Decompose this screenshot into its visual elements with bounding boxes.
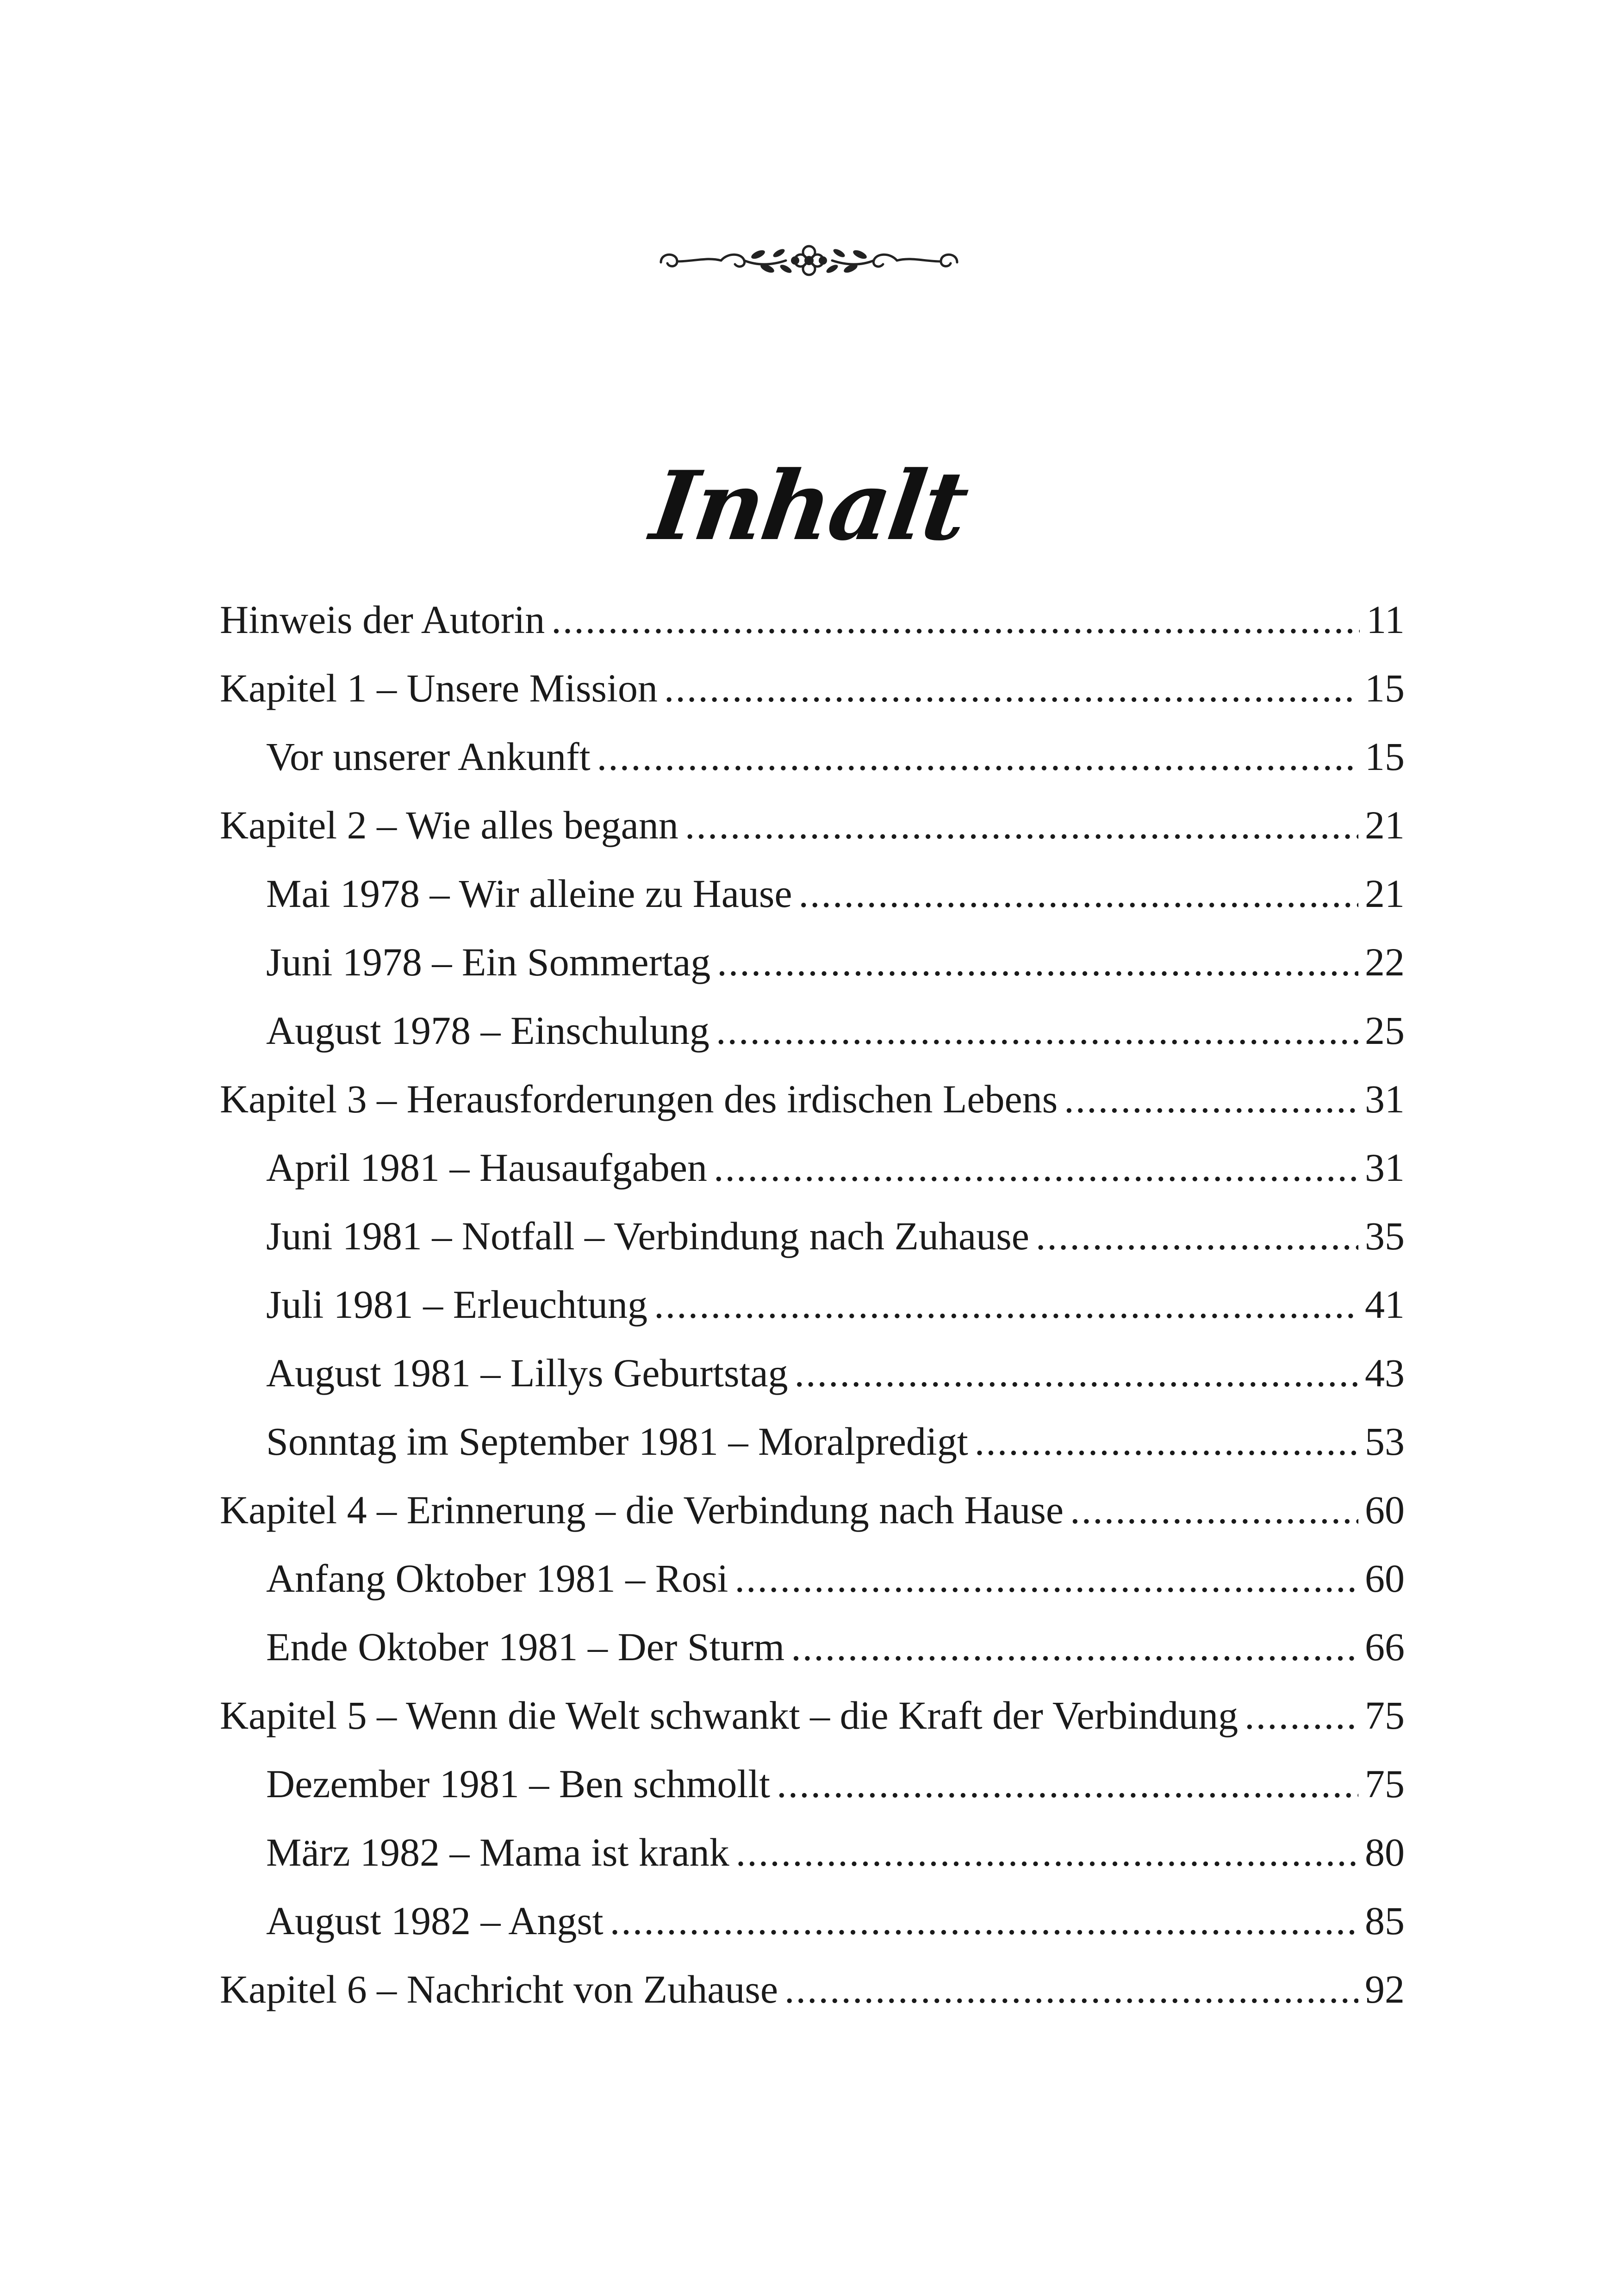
dot-leader xyxy=(597,737,1358,776)
toc-entry xyxy=(220,1886,1405,1955)
toc-entry-title: Vor unserer Ankunft xyxy=(266,734,591,779)
toc-page-number: 53 xyxy=(1365,1419,1405,1464)
toc-page-number: 21 xyxy=(1365,871,1405,916)
dot-leader xyxy=(717,942,1358,982)
toc-entry-title: August 1982 – Angst xyxy=(266,1899,604,1943)
toc-entry-title: Juli 1981 – Erleuchtung xyxy=(266,1282,648,1327)
dot-leader xyxy=(654,1285,1358,1324)
toc-page-number: 31 xyxy=(1365,1077,1405,1121)
toc-entry xyxy=(220,722,1405,791)
toc-entry-title: Kapitel 3 – Herausforderungen des irdischen Lebens xyxy=(220,1077,1058,1121)
dot-leader xyxy=(610,1901,1358,1941)
dot-leader xyxy=(975,1421,1358,1461)
dot-leader xyxy=(777,1764,1358,1804)
dot-leader xyxy=(795,1353,1359,1393)
toc-entry xyxy=(220,1133,1405,1202)
dot-leader xyxy=(799,874,1358,913)
toc-entry-title: Kapitel 6 – Nachricht von Zuhause xyxy=(220,1967,778,2011)
toc-entry-title: Kapitel 4 – Erinnerung – die Verbindung nach Hause xyxy=(220,1488,1064,1532)
toc-entry-title: Anfang Oktober 1981 – Rosi xyxy=(266,1556,728,1601)
toc-entry xyxy=(220,1065,1405,1133)
toc-entry-title: August 1981 – Lillys Geburtstag xyxy=(266,1351,788,1395)
toc-entry-title: Kapitel 5 – Wenn die Welt schwankt – die Kraft der Verbindung xyxy=(220,1693,1238,1738)
toc-entry-title: Juni 1978 – Ein Sommertag xyxy=(266,940,711,984)
toc-page-number: 66 xyxy=(1365,1625,1405,1669)
toc-entry xyxy=(220,1544,1405,1613)
dot-leader xyxy=(716,1011,1358,1050)
toc-entry xyxy=(220,1270,1405,1339)
toc-entry-title: Kapitel 2 – Wie alles begann xyxy=(220,803,678,847)
toc-entry xyxy=(220,585,1405,654)
toc-entry xyxy=(220,859,1405,928)
toc-page-number: 25 xyxy=(1365,1008,1405,1053)
toc-entry-title: Mai 1978 – Wir alleine zu Hause xyxy=(266,871,792,916)
toc-entry-title: Juni 1981 – Notfall – Verbindung nach Zuhause xyxy=(266,1214,1029,1258)
dot-leader xyxy=(1064,1079,1358,1119)
toc-entry xyxy=(220,1750,1405,1818)
toc-page-number: 85 xyxy=(1365,1899,1405,1943)
toc-entry-title: Kapitel 1 – Unsere Mission xyxy=(220,666,658,710)
dot-leader xyxy=(791,1627,1358,1667)
toc-entry-title: Ende Oktober 1981 – Der Sturm xyxy=(266,1625,785,1669)
toc-entry xyxy=(220,654,1405,722)
toc-entry-title: April 1981 – Hausaufgaben xyxy=(266,1145,707,1190)
toc-entry xyxy=(220,1955,1405,2023)
toc-page-number: 22 xyxy=(1365,940,1405,984)
toc-entry xyxy=(220,1476,1405,1544)
toc-entry xyxy=(220,1613,1405,1681)
toc-page-number: 15 xyxy=(1365,666,1405,710)
toc-entry xyxy=(220,1339,1405,1407)
dot-leader xyxy=(685,805,1358,845)
toc-page-number: 11 xyxy=(1366,597,1405,642)
toc-page-number: 75 xyxy=(1365,1762,1405,1806)
toc-entry-title: August 1978 – Einschulung xyxy=(266,1008,709,1053)
toc-page-number: 75 xyxy=(1365,1693,1405,1738)
toc-entry xyxy=(220,1681,1405,1750)
dot-leader xyxy=(1245,1695,1358,1735)
toc-page-number: 15 xyxy=(1365,734,1405,779)
dot-leader xyxy=(664,668,1358,708)
dot-leader xyxy=(714,1148,1358,1187)
dot-leader xyxy=(551,600,1360,639)
page-title: Inhalt xyxy=(645,451,973,562)
toc-page-number: 80 xyxy=(1365,1830,1405,1874)
toc-entry xyxy=(220,928,1405,996)
toc-page-number: 60 xyxy=(1365,1556,1405,1601)
toc-entry xyxy=(220,1818,1405,1886)
toc-page-number: 43 xyxy=(1365,1351,1405,1395)
dot-leader xyxy=(1036,1216,1358,1256)
toc-entry xyxy=(220,1407,1405,1476)
toc-page-number: 31 xyxy=(1365,1145,1405,1190)
toc-page-number: 21 xyxy=(1365,803,1405,847)
toc-page-number: 92 xyxy=(1365,1967,1405,2011)
table-of-contents xyxy=(220,585,1405,2023)
toc-entry-title: Dezember 1981 – Ben schmollt xyxy=(266,1762,771,1806)
toc-entry xyxy=(220,996,1405,1065)
toc-entry-title: Sonntag im September 1981 – Moralpredigt xyxy=(266,1419,968,1464)
toc-entry-title: März 1982 – Mama ist krank xyxy=(266,1830,729,1874)
toc-page-number: 35 xyxy=(1365,1214,1405,1258)
toc-entry-title: Hinweis der Autorin xyxy=(220,597,545,642)
toc-entry xyxy=(220,1202,1405,1270)
dot-leader xyxy=(736,1832,1358,1872)
toc-entry xyxy=(220,791,1405,859)
toc-page-number: 60 xyxy=(1365,1488,1405,1532)
dot-leader xyxy=(734,1558,1358,1598)
toc-page-number: 41 xyxy=(1365,1282,1405,1327)
dot-leader xyxy=(784,1969,1358,2009)
dot-leader xyxy=(1070,1490,1358,1530)
floral-divider-icon xyxy=(652,238,966,282)
